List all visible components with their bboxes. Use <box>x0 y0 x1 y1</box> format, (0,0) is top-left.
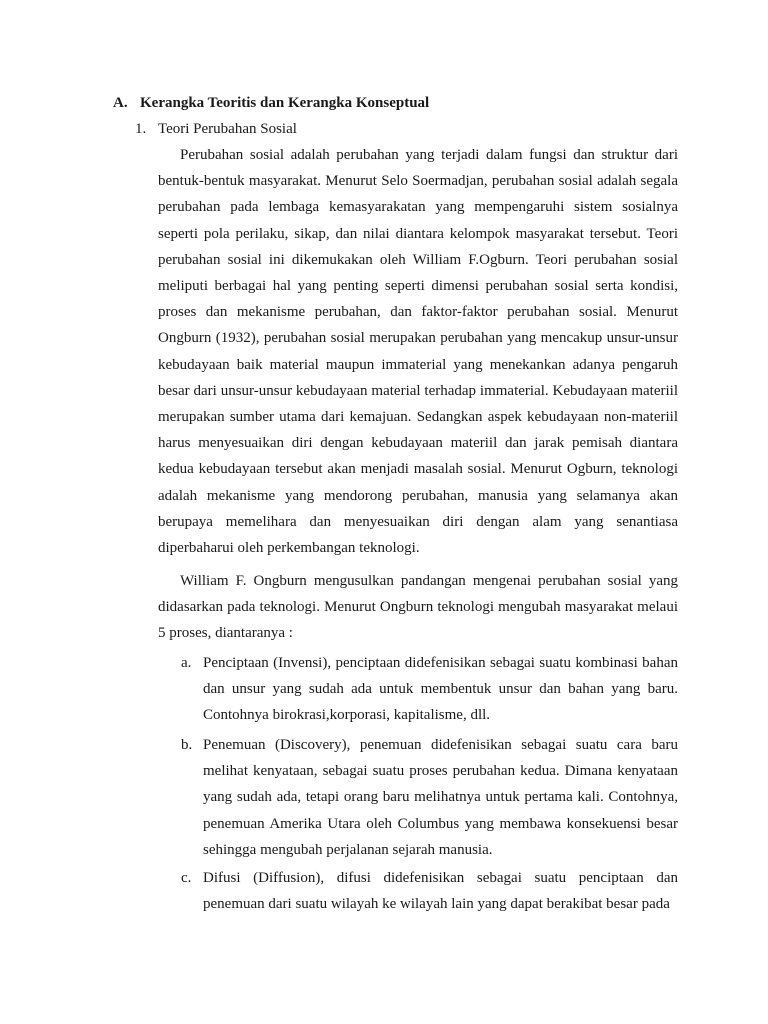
list-item-text: Difusi (Diffusion), difusi didefenisikan sebagai suatu penciptaan dan penemuan dari suatu wilayah ke wilayah lain yang dapat berakibat besar pada <box>203 870 678 913</box>
subsection-number: 1. <box>135 121 147 137</box>
list-marker: a. <box>181 655 192 671</box>
section-title: Kerangka Teoritis dan Kerangka Konseptual <box>140 95 430 111</box>
list-item-text: Penciptaan (Invensi), penciptaan didefenisikan sebagai suatu kombinasi bahan dan unsur yang sudah ada untuk membentuk unsur dan bahan yang baru. Contohnya birokrasi,korporasi, kapitalisme, dll. <box>203 655 678 724</box>
list-item <box>181 865 678 917</box>
subsection-title: Teori Perubahan Sosial <box>158 121 297 137</box>
list-marker: c. <box>181 870 192 886</box>
list-marker: b. <box>181 737 193 753</box>
paragraph-block-1 <box>158 142 678 561</box>
paragraph: William F. Ongburn mengusulkan pandangan mengenai perubahan sosial yang didasarkan pada teknologi. Menurut Ongburn teknologi mengubah masyarakat melaui 5 proses, diantaranya : <box>158 573 678 642</box>
section-heading <box>113 93 429 113</box>
subsection-heading <box>135 119 297 139</box>
list-item <box>181 650 678 729</box>
section-number: A. <box>113 95 128 111</box>
paragraph-block-2 <box>158 568 678 647</box>
paragraph: Perubahan sosial adalah perubahan yang terjadi dalam fungsi dan struktur dari bentuk-bentuk masyarakat. Menurut Selo Soermadjan, perubahan sosial adalah segala perubahan pada lembaga kemasyarakatan yang mempengaruhi sistem sosialnya seperti pola perilaku, sikap, dan nilai diantara kelompok masyarakat tersebut. Teori perubahan sosial ini dikemukakan oleh William F.Ogburn. Teori perubahan sosial meliputi berbagai hal yang penting seperti dimensi perubahan sosial serta kondisi, proses dan mekanisme perubahan, dan faktor-faktor perubahan sosial. Menurut Ongburn (1932), perubahan sosial merupakan perubahan yang mencakup unsur-unsur kebudayaan baik material maupun immaterial yang menekankan adanya pengaruh besar dari unsur-unsur kebudayaan material terhadap immaterial. Kebudayaan materiil merupakan sumber utama dari kemajuan. Sedangkan aspek kebudayaan non-materiil harus menyesuaikan diri dengan kebudayaan materiil dan jarak pemisah diantara kedua kebudayaan tersebut akan menjadi masalah sosial. Menurut Ogburn, teknologi adalah mekanisme yang mendorong perubahan, manusia yang selamanya akan berupaya memelihara dan menyesuaikan diri dengan alam yang senantiasa diperbaharui oleh perkembangan teknologi. <box>158 147 678 557</box>
list-item-text: Penemuan (Discovery), penemuan didefenisikan sebagai suatu cara baru melihat kenyataan, sebagai suatu proses perubahan kedua. Dimana kenyataan yang sudah ada, tetapi orang baru melihatnya untuk pertama kali. Contohnya, penemuan Amerika Utara oleh Columbus yang membawa konsekuensi besar sehingga mengubah perjalanan sejarah manusia. <box>203 737 678 858</box>
list-item <box>181 732 678 863</box>
